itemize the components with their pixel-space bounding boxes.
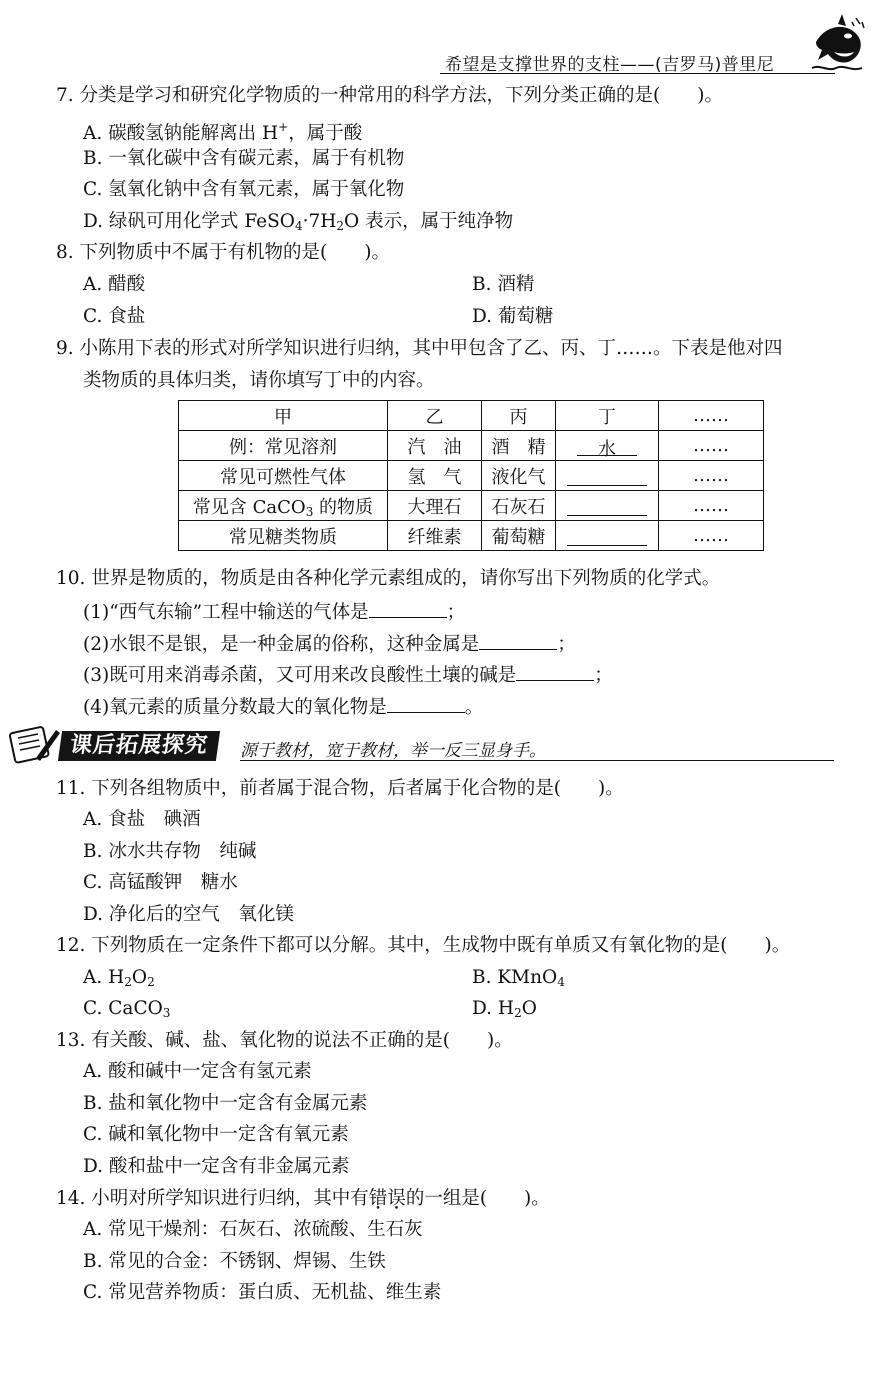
q13-stem: 13. 有关酸、碱、盐、氧化物的说法不正确的是( )。 <box>56 1030 513 1051</box>
q12-stem: 12. 下列物质在一定条件下都可以分解。其中，生成物中既有单质又有氧化物的是( )。 <box>56 935 791 956</box>
q14-option-a: A. 常见干燥剂：石灰石、浓硫酸、生石灰 <box>83 1219 423 1240</box>
table-header-row: 甲 乙 丙 丁 …… <box>179 401 764 431</box>
q11-option-b: B. 冰水共存物 纯碱 <box>83 841 257 862</box>
section-subtitle: 源于教材，宽于教材，举一反三显身手。 <box>240 741 546 761</box>
table-row: 常见含 CaCO$_3$ 的物质 大理石 石灰石 …… <box>179 491 764 521</box>
q12-option-a: A. $H_2O_2$ <box>83 967 155 989</box>
q8-option-c: C. 食盐 <box>83 306 146 327</box>
q13-option-b: B. 盐和氧化物中一定含有金属元素 <box>83 1093 368 1114</box>
q8-stem: 8. 下列物质中不属于有机物的是( )。 <box>56 242 390 263</box>
table-row: 例：常见溶剂 汽 油 酒 精 水 …… <box>179 431 764 461</box>
q7-option-c: C. 氢氧化钠中含有氧元素，属于氧化物 <box>83 179 405 200</box>
q7-option-a: A. 碳酸氢钠能解离出 H+，属于酸 <box>83 120 363 144</box>
q9-stem-line2: 类物质的具体归类，请你填写丁中的内容。 <box>83 370 435 391</box>
q7-option-d: D. 绿矾可用化学式 $FeSO_4\cdot 7H_2O$ 表示，属于纯净物 <box>83 211 514 233</box>
q12-option-b: B. KMnO$_4$ <box>472 967 565 989</box>
answer-blank[interactable] <box>567 525 647 546</box>
section-banner <box>8 724 834 764</box>
q8-option-b: B. 酒精 <box>472 274 535 295</box>
classification-table <box>178 400 764 551</box>
table-row: 常见糖类物质 纤维素 葡萄糖 …… <box>179 521 764 551</box>
q9-stem-line1: 9. 小陈用下表的形式对所学知识进行归纳，其中甲包含了乙、丙、丁……。下表是他对四 <box>56 338 783 359</box>
answer-blank[interactable] <box>516 662 594 681</box>
q10-sub3: (3)既可用来消毒杀菌，又可用来改良酸性土壤的碱是 ； <box>83 662 613 688</box>
q7-option-b: B. 一氧化碳中含有碳元素，属于有机物 <box>83 148 405 169</box>
q11-option-c: C. 高锰酸钾 糖水 <box>83 872 238 893</box>
q10-sub2: (2)水银不是银，是一种金属的俗称，这种金属是 ； <box>83 631 576 657</box>
answer-blank[interactable] <box>479 631 557 650</box>
table-row: 常见可燃性气体 氢 气 液化气 …… <box>179 461 764 491</box>
answer-water: 水 <box>577 435 637 456</box>
pencil-notebook-icon <box>8 724 60 764</box>
q12-option-d: D. $H_2O$ <box>472 998 537 1020</box>
q8-option-a: A. 醋酸 <box>83 274 146 295</box>
q14-stem: 14. 小明对所学知识进行归纳，其中有错误的一组是( )。 <box>56 1188 550 1209</box>
q8-option-d: D. 葡萄糖 <box>472 306 554 327</box>
q13-option-c: C. 碱和氧化物中一定含有氧元素 <box>83 1124 349 1145</box>
q13-option-a: A. 酸和碱中一定含有氢元素 <box>83 1061 312 1082</box>
answer-blank[interactable] <box>567 465 647 486</box>
q10-sub1: (1)“西气东输”工程中输送的气体是 ； <box>83 599 465 625</box>
q11-option-d: D. 净化后的空气 氧化镁 <box>83 904 294 925</box>
q7-stem: 7. 分类是学习和研究化学物质的一种常用的科学方法，下列分类正确的是( )。 <box>56 85 723 106</box>
header-quote: 希望是支撑世界的支柱——(吉罗马)普里尼 <box>445 55 775 75</box>
orca-logo-icon <box>808 14 868 76</box>
q14-option-b: B. 常见的合金：不锈钢、焊锡、生铁 <box>83 1251 386 1272</box>
q13-option-d: D. 酸和盐中一定含有非金属元素 <box>83 1156 350 1177</box>
answer-blank[interactable] <box>369 599 447 618</box>
q11-option-a: A. 食盐 碘酒 <box>83 809 201 830</box>
q12-option-c: C. CaCO$_3$ <box>83 998 171 1020</box>
q10-sub4: (4)氧元素的质量分数最大的氧化物是 。 <box>83 694 483 720</box>
answer-blank[interactable] <box>567 495 647 516</box>
q11-stem: 11. 下列各组物质中，前者属于混合物，后者属于化合物的是( )。 <box>56 778 624 799</box>
answer-blank[interactable] <box>387 694 465 713</box>
section-rule <box>240 760 834 761</box>
section-title: 课后拓展探究 <box>58 731 220 761</box>
header-rule <box>440 73 835 74</box>
q14-option-c: C. 常见营养物质：蛋白质、无机盐、维生素 <box>83 1282 442 1303</box>
q10-stem: 10. 世界是物质的，物质是由各种化学元素组成的，请你写出下列物质的化学式。 <box>56 568 721 589</box>
